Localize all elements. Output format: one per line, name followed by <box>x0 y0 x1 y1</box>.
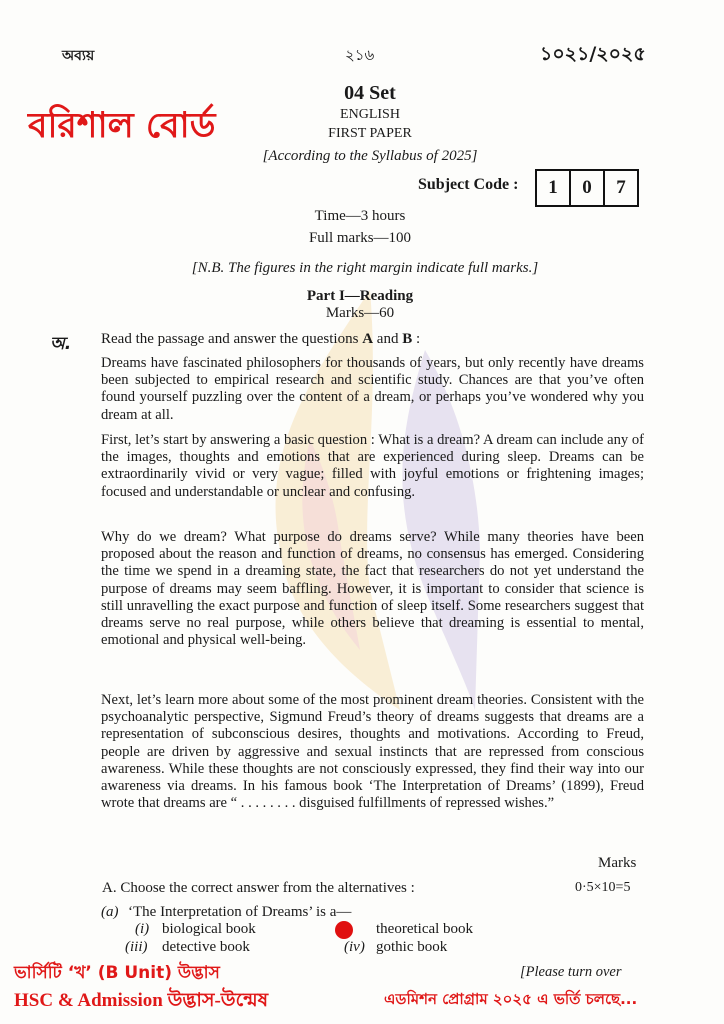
nb-note: [N.B. The figures in the right margin indicate full marks.] <box>191 260 539 276</box>
passage-paragraph: Dreams have fascinated philosophers for thousands of years, but only recently have dreams been subjected to empirical research and scientific study. Chances are that you’ve often found yourself puzzling over the content of a dream, or perhaps you’ve wondered why you dream at all. <box>101 355 644 423</box>
option-label: (iv) <box>344 939 365 955</box>
subject-code-digit: 1 <box>535 169 571 207</box>
header-left-label: অব্যয় <box>62 48 95 64</box>
option-label: (iii) <box>125 939 148 955</box>
exam-time: Time—3 hours <box>314 208 406 224</box>
question-a-label: (a) <box>101 904 119 920</box>
section-a-instruction: A. Choose the correct answer from the alternatives : <box>102 880 415 896</box>
question-a-text: ‘The Interpretation of Dreams’ is a— <box>128 904 352 920</box>
passage-paragraph: Next, let’s learn more about some of the most prominent dream theories. Consistent with the psychoanalytic perspective, Sigmund Freud’s theory of dreams suggests that dreams are a representation of subconscious desires, thoughts and motivations. According to Freud, people are driven by aggressive and sexual instincts that are repressed from conscious awareness. While these thoughts are not consciously expressed, they find their way into our awareness via dreams. In his famous book ‘The Interpretation of Dreams’ (1899), Freud wrote that dreams are “ . . . . . . . . disguised fulfillments of repressed wishes.” <box>101 692 644 812</box>
subject-name: ENGLISH <box>340 107 400 122</box>
question-instruction <box>101 331 420 348</box>
subject-code-digit: 7 <box>603 169 639 207</box>
question-number: অ. <box>50 334 72 354</box>
instruction-colon: : <box>412 331 421 347</box>
option-text: gothic book <box>376 939 448 955</box>
full-marks: Full marks—100 <box>308 230 412 246</box>
footer-admission-note: এডমিশন প্রোগ্রাম ২০২৫ এ ভর্তি চলছে... <box>384 990 638 1008</box>
passage-paragraph: First, let’s start by answering a basic question : What is a dream? A dream can include any of the images, thoughts and emotions that are experienced during sleep. Dreams can be extraordinarily vivid or very vague; filled with joyful emotions or frightening images; focused and understandable or unclear and confusing. <box>101 432 644 500</box>
syllabus-note: [According to the Syllabus of 2025] <box>262 148 478 164</box>
footer-promo-line1: ভার্সিটি ‘খ’ (B Unit) উদ্ভাস <box>14 963 220 983</box>
instruction-a: A <box>362 331 374 347</box>
option-text: theoretical book <box>376 921 474 937</box>
instruction-b: B <box>402 331 413 347</box>
subject-code-digit: 0 <box>569 169 605 207</box>
instruction-and: and <box>373 331 403 347</box>
page-number: ২১৬ <box>345 46 375 64</box>
turn-over-note: [Please turn over <box>520 964 622 980</box>
footer-promo-line2: HSC & Admission উদ্ভাস-উন্মেষ <box>14 990 269 1011</box>
exam-code: ১০২১/২০২৫ <box>540 43 646 65</box>
option-text: biological book <box>162 921 256 937</box>
set-label: 04 Set <box>344 82 396 104</box>
board-title: বরিশাল বোর্ড <box>28 106 216 146</box>
paper-name: FIRST PAPER <box>328 126 412 141</box>
part-marks: Marks—60 <box>325 305 395 321</box>
instruction-text: Read the passage and answer the questions <box>101 331 363 347</box>
marks-label: Marks <box>598 855 637 871</box>
subject-code-box <box>537 169 639 207</box>
subject-code-label: Subject Code : <box>418 176 519 193</box>
part-title: Part I—Reading <box>306 288 414 304</box>
option-label: (i) <box>135 921 150 937</box>
section-a-marks: 0·5×10=5 <box>575 880 631 895</box>
passage-paragraph: Why do we dream? What purpose do dreams serve? While many theories have been proposed about the reason and function of dreams, no consensus has emerged. Considering the time we spend in a dreaming state, the fact that researchers do not yet understand the purpose of dreams may seem baffling. However, it is important to consider that science is still unravelling the exact purpose and function of sleep itself. Some researchers suggest that dreams serve no real purpose, while others believe that dreaming is essential to mental, emotional and physical well-being. <box>101 529 644 649</box>
option-text: detective book <box>162 939 250 955</box>
